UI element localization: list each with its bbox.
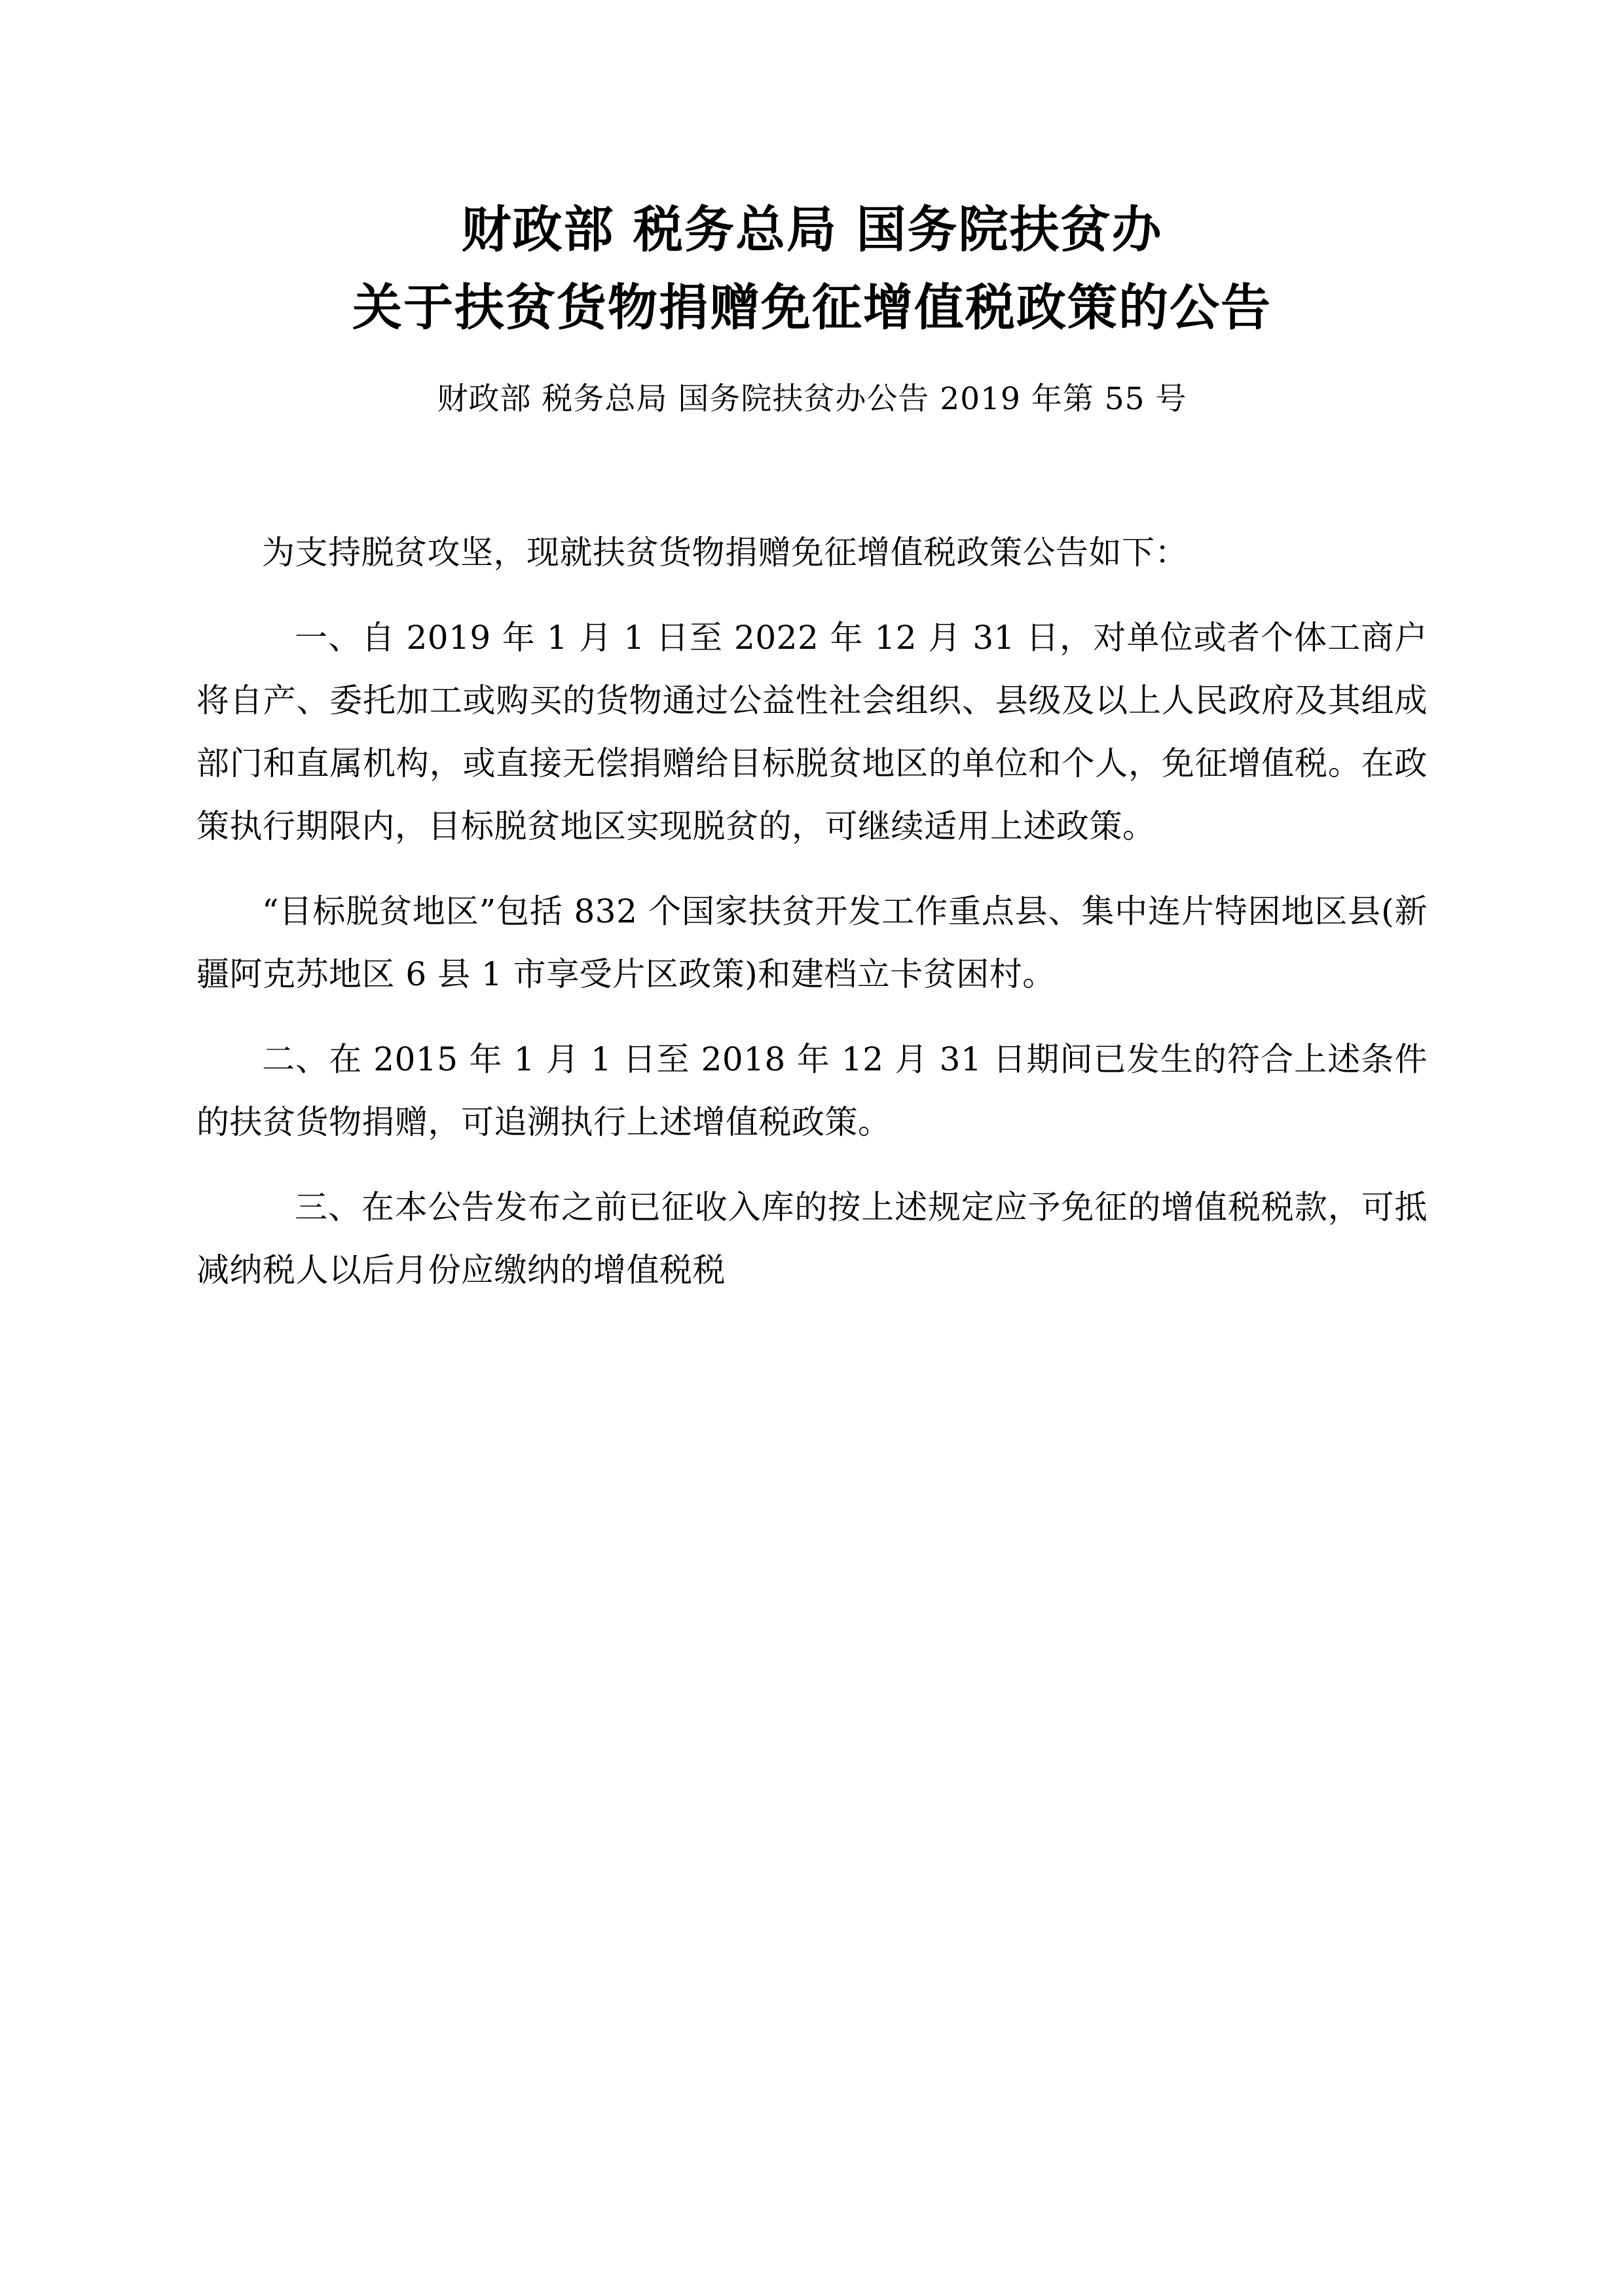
document-subtitle: 财政部 税务总局 国务院扶贫办公告 2019 年第 55 号	[437, 381, 1187, 418]
paragraph-article-two: 二、在 2015 年 1 月 1 日至 2018 年 12 月 31 日期间已发生的符合上述条件的扶贫货物捐赠，可追溯执行上述增值税政策。	[196, 1040, 1428, 1141]
paragraph-intro: 为支持脱贫攻坚，现就扶贫货物捐赠免征增值税政策公告如下：	[262, 533, 1188, 572]
paragraph-article-one: 一、自 2019 年 1 月 1 日至 2022 年 12 月 31 日，对单位或者个体工商户将自产、委托加工或购买的货物通过公益性社会组织、县级及以上人民政府及其组成部门和直属机构，或直接无偿捐赠给目标脱贫地区的单位和个人，免征增值税。在政策执行期限内，目标脱贫地区实现脱贫的，可继续适用上述政策。	[196, 618, 1428, 845]
paragraph-definition: “目标脱贫地区”包括 832 个国家扶贫开发工作重点县、集中连片特困地区县(新疆阿克苏地区 6 县 1 市享受片区政策)和建档立卡贫困村。	[196, 892, 1428, 993]
paragraph-article-three: 三、在本公告发布之前已征收入库的按上述规定应予免征的增值税税款，可抵减纳税人以后月份应缴纳的增值税税	[196, 1188, 1428, 1289]
document-title-line-2: 关于扶贫货物捐赠免征增值税政策的公告	[352, 278, 1272, 337]
document-title-line-1: 财政部 税务总局 国务院扶贫办	[461, 200, 1163, 259]
